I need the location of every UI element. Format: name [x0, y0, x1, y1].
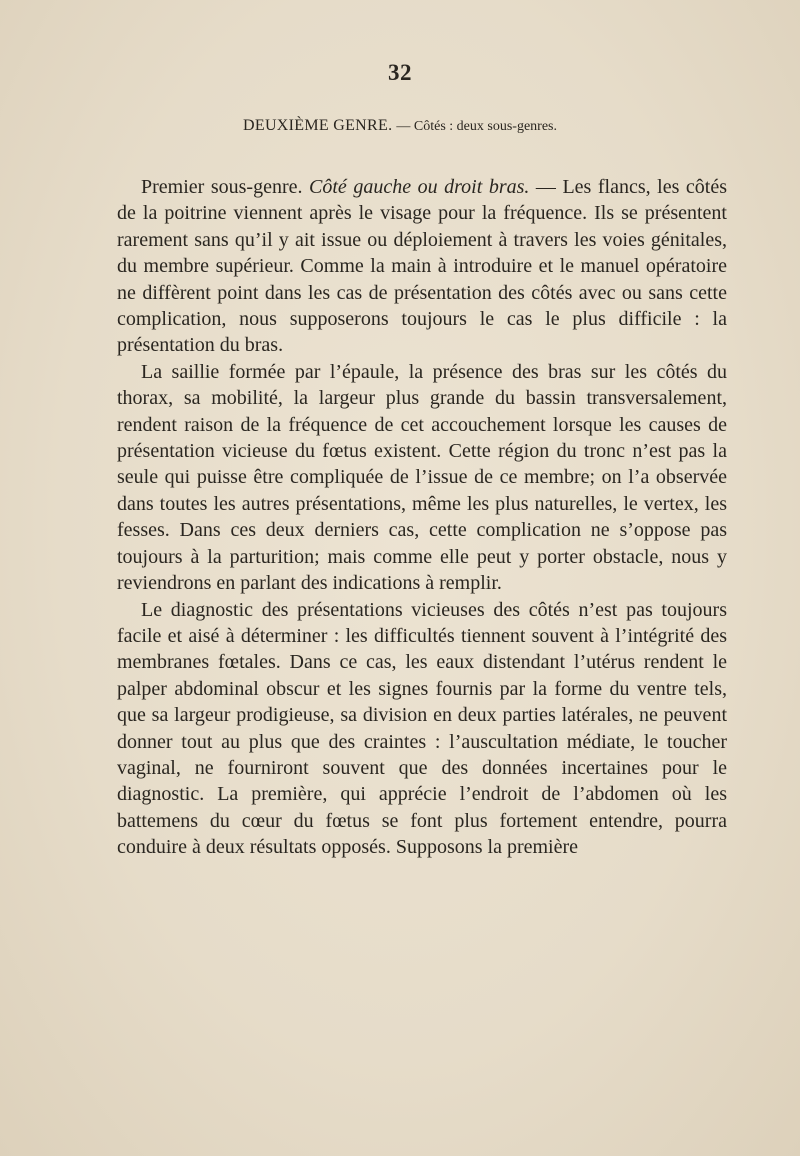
- paragraph-1-italic: Côté gauche ou droit bras.: [309, 176, 530, 198]
- page-number: 32: [388, 60, 412, 85]
- heading-genre: DEUXIÈME GENRE.: [243, 117, 393, 134]
- section-heading: [0, 117, 800, 135]
- paragraph-1: [117, 174, 727, 359]
- body-text: [117, 174, 727, 861]
- paragraph-3: Le diagnostic des présentations vicieuses des côtés n’est pas toujours facile et aisé à déterminer : les difficultés tiennent souvent à l’intégrité des membranes fœtales. Dans ce cas, les eaux distendant l’utérus rendent le palper abdominal obscur et les signes fournis par la forme du ventre tels, que sa largeur prodigieuse, sa division en deux parties latérales, ne peuvent donner tout au plus que des craintes : l’auscultation médiate, le toucher vaginal, ne fourniront souvent que des données incertaines pour le diagnostic. La première, qui apprécie l’endroit de l’abdomen où les battemens du cœur du fœtus se font plus fortement entendre, pourra conduire à deux résultats opposés. Supposons la première: [117, 598, 727, 859]
- paragraph-1-text: — Les flancs, les côtés de la poitrine viennent après le visage pour la fréquence. Ils se présentent rarement sans qu’il y ait issue ou déploiement à travers les voies génitales, du membre supérieur. Comme la main à introduire et le manuel opératoire ne diffèrent point dans les cas de présentation des côtés avec ou sans cette complication, nous supposerons toujours le cas le plus difficile : la présentation du bras.: [117, 176, 727, 357]
- paragraph-1-lead: Premier sous-genre.: [141, 176, 310, 198]
- heading-subtitle: — Côtés : deux sous-genres.: [396, 119, 557, 134]
- paragraph-2: La saillie formée par l’épaule, la présence des bras sur les côtés du thorax, sa mobilité, la largeur plus grande du bassin transversalement, rendent raison de la fréquence de cet accouchement lorsque les causes de présentation vicieuse du fœtus existent. Cette région du tronc n’est pas la seule qui puisse être compliquée de l’issue de ce membre; on l’a observée dans toutes les autres présentations, même les plus naturelles, le vertex, les fesses. Dans ces deux derniers cas, cette complication ne s’oppose pas toujours à la parturition; mais comme elle peut y porter obstacle, nous y reviendrons en parlant des indications à remplir.: [117, 360, 727, 595]
